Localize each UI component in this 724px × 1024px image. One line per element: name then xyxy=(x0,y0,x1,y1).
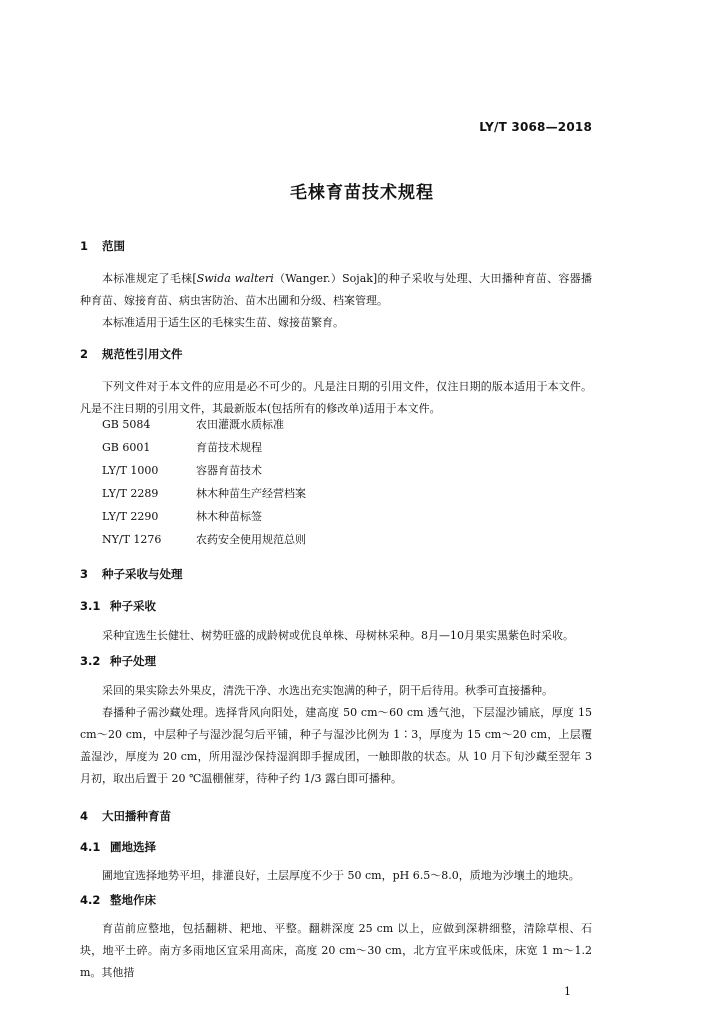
subsection-3-2-heading xyxy=(80,653,156,669)
paragraph: 本标准规定了毛梾[Swida walteri（Wanger.）Sojak]的种子采收与处理、大田播种育苗、容器播种育苗、嫁接育苗、病虫害防治、苗木出圃和分级、档案管理。 xyxy=(80,272,592,307)
subsection-4-2-body xyxy=(80,918,592,984)
paragraph: 本标准适用于适生区的毛梾实生苗、嫁接苗繁育。 xyxy=(102,316,344,329)
reference-item: GB 5084 农田灌溉水质标准 xyxy=(102,418,284,431)
section-4-heading xyxy=(80,808,171,824)
subsection-3-2-body xyxy=(80,680,592,790)
subsection-number: 3.2 xyxy=(80,654,101,668)
paragraph: 育苗前应整地，包括翻耕、耙地、平整。翻耕深度 25 cm 以上，应做到深耕细整，清除草根、石块，地平土碎。南方多雨地区宜采用高床，高度 20 cm～30 cm，北方宜平床或低床，床宽 1 m～1.2 m。其他措 xyxy=(80,922,592,979)
reference-item: LY/T 2289 林木种苗生产经营档案 xyxy=(102,487,306,500)
reference-item: NY/T 1276 农药安全使用规范总则 xyxy=(102,533,306,546)
reference-item: GB 6001 育苗技术规程 xyxy=(102,441,262,454)
section-title: 范围 xyxy=(102,239,125,253)
paragraph: 采回的果实除去外果皮，清洗干净、水选出充实饱满的种子，阴干后待用。秋季可直接播种。 xyxy=(102,684,553,697)
section-2-heading xyxy=(80,346,183,362)
paragraph: 圃地宜选择地势平坦，排灌良好，土层厚度不少于 50 cm，pH 6.5～8.0，质地为沙壤土的地块。 xyxy=(102,869,580,882)
paragraph: 春播种子需沙藏处理。选择背风向阳处，建高度 50 cm～60 cm 透气池，下层湿沙铺底，厚度 15 cm～20 cm，中层种子与湿沙混匀后平铺，种子与湿沙比例为 1∶3，厚度为 15 cm～20 cm，上层覆盖湿沙，厚度为 20 cm，所用湿沙保持湿润即手握成团，一触即散的状态。从 10 月下旬沙藏至翌年 3 月初，取出后置于 20 ℃温棚催芽，待种子约 1/3 露白即可播种。 xyxy=(80,706,592,785)
section-number: 4 xyxy=(80,809,89,823)
latin-name: Swida walteri xyxy=(196,272,274,285)
section-1-heading xyxy=(80,238,125,254)
subsection-4-1-body xyxy=(80,865,592,887)
subsection-title: 种子处理 xyxy=(110,654,156,668)
subsection-number: 3.1 xyxy=(80,599,101,613)
page-number: 1 xyxy=(564,985,571,998)
standard-code: LY/T 3068—2018 xyxy=(479,120,592,134)
section-number: 3 xyxy=(80,567,89,581)
subsection-title: 整地作床 xyxy=(110,893,156,907)
paragraph: 采种宜选生长健壮、树势旺盛的成龄树或优良单株、母树林采种。8月—10月果实黑紫色时采收。 xyxy=(102,629,574,642)
subsection-number: 4.2 xyxy=(80,893,101,907)
section-title: 大田播种育苗 xyxy=(102,809,171,823)
subsection-number: 4.1 xyxy=(80,840,101,854)
reference-item: LY/T 2290 林木种苗标签 xyxy=(102,510,262,523)
subsection-3-1-heading xyxy=(80,598,156,614)
section-1-body xyxy=(80,268,592,334)
section-title: 种子采收与处理 xyxy=(102,567,183,581)
subsection-title: 圃地选择 xyxy=(110,840,156,854)
document-title: 毛梾育苗技术规程 xyxy=(290,183,434,203)
section-title: 规范性引用文件 xyxy=(102,347,183,361)
section-3-heading xyxy=(80,566,183,582)
section-number: 1 xyxy=(80,239,89,253)
section-2-body xyxy=(80,376,592,420)
subsection-3-1-body xyxy=(80,625,592,647)
subsection-title: 种子采收 xyxy=(110,599,156,613)
reference-item: LY/T 1000 容器育苗技术 xyxy=(102,464,262,477)
section-number: 2 xyxy=(80,347,89,361)
subsection-4-2-heading xyxy=(80,892,156,908)
subsection-4-1-heading xyxy=(80,839,156,855)
paragraph: 下列文件对于本文件的应用是必不可少的。凡是注日期的引用文件，仅注日期的版本适用于本文件。凡是不注日期的引用文件，其最新版本(包括所有的修改单)适用于本文件。 xyxy=(80,380,592,415)
